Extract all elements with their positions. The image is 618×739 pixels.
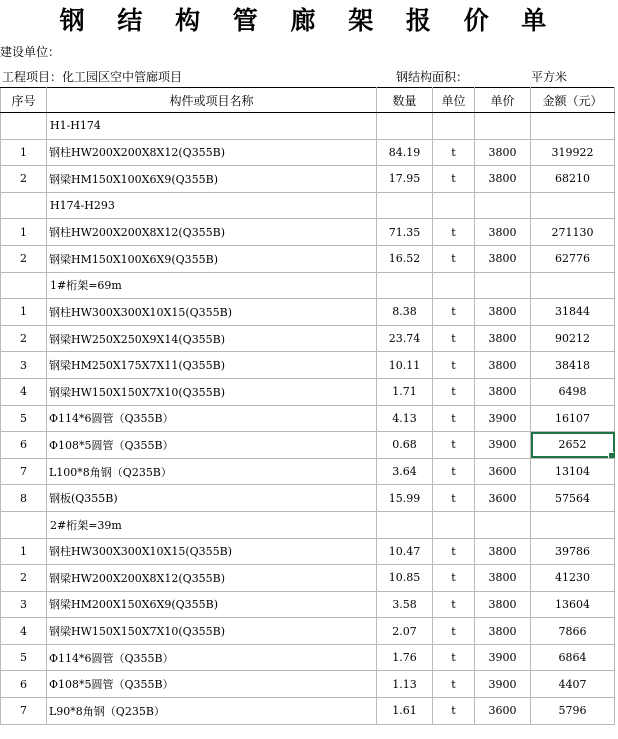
unit-cell[interactable]: t bbox=[433, 139, 475, 166]
amount-cell[interactable]: 13604 bbox=[531, 591, 615, 618]
name-cell[interactable]: Φ114*6圆管（Q355B） bbox=[47, 405, 377, 432]
no-cell[interactable]: 2 bbox=[1, 565, 47, 592]
name-cell[interactable]: 钢梁HM150X100X6X9(Q355B) bbox=[47, 245, 377, 272]
qty-cell[interactable]: 4.13 bbox=[377, 405, 433, 432]
table-row bbox=[1, 618, 615, 645]
name-cell[interactable]: Φ108*5圆管（Q355B） bbox=[47, 671, 377, 698]
name-cell[interactable]: 钢梁HW250X250X9X14(Q355B) bbox=[47, 325, 377, 352]
no-cell[interactable]: 6 bbox=[1, 671, 47, 698]
price-cell[interactable]: 3800 bbox=[475, 139, 531, 166]
unit-cell[interactable]: t bbox=[433, 245, 475, 272]
unit-cell[interactable] bbox=[433, 511, 475, 538]
section-name-cell[interactable]: 2#桁架=39m bbox=[47, 511, 377, 538]
unit-cell[interactable]: t bbox=[433, 405, 475, 432]
qty-cell[interactable] bbox=[377, 113, 433, 140]
amount-cell[interactable] bbox=[531, 511, 615, 538]
name-cell[interactable]: 钢梁HW200X200X8X12(Q355B) bbox=[47, 565, 377, 592]
quote-table bbox=[0, 87, 615, 725]
unit-cell[interactable] bbox=[433, 272, 475, 299]
qty-cell[interactable]: 0.68 bbox=[377, 432, 433, 459]
qty-cell[interactable]: 10.47 bbox=[377, 538, 433, 565]
price-cell[interactable]: 3800 bbox=[475, 219, 531, 246]
price-cell[interactable]: 3800 bbox=[475, 299, 531, 326]
name-cell[interactable]: 钢柱HW300X300X10X15(Q355B) bbox=[47, 538, 377, 565]
amount-cell[interactable]: 16107 bbox=[531, 405, 615, 432]
name-cell[interactable]: Φ108*5圆管（Q355B） bbox=[47, 432, 377, 459]
price-cell[interactable]: 3800 bbox=[475, 166, 531, 193]
section-row bbox=[1, 272, 615, 299]
table-row bbox=[1, 538, 615, 565]
price-cell[interactable] bbox=[475, 511, 531, 538]
table-row bbox=[1, 458, 615, 485]
header-unit[interactable]: 单位 bbox=[433, 88, 475, 113]
qty-cell[interactable]: 23.74 bbox=[377, 325, 433, 352]
unit-cell[interactable]: t bbox=[433, 166, 475, 193]
qty-cell[interactable]: 15.99 bbox=[377, 485, 433, 512]
no-cell[interactable]: 5 bbox=[1, 644, 47, 671]
no-cell[interactable] bbox=[1, 272, 47, 299]
qty-cell[interactable] bbox=[377, 272, 433, 299]
unit-cell[interactable] bbox=[433, 192, 475, 219]
amount-cell[interactable]: 68210 bbox=[531, 166, 615, 193]
table-row bbox=[1, 139, 615, 166]
name-cell[interactable]: 钢梁HM200X150X6X9(Q355B) bbox=[47, 591, 377, 618]
price-cell[interactable]: 3800 bbox=[475, 538, 531, 565]
price-cell[interactable]: 3800 bbox=[475, 352, 531, 379]
amount-cell[interactable] bbox=[531, 113, 615, 140]
unit-cell[interactable]: t bbox=[433, 565, 475, 592]
table-row bbox=[1, 352, 615, 379]
unit-cell[interactable]: t bbox=[433, 591, 475, 618]
table-row bbox=[1, 219, 615, 246]
unit-cell[interactable]: t bbox=[433, 644, 475, 671]
header-row bbox=[1, 88, 615, 113]
price-cell[interactable]: 3800 bbox=[475, 565, 531, 592]
no-cell[interactable]: 7 bbox=[1, 458, 47, 485]
price-cell[interactable]: 3800 bbox=[475, 591, 531, 618]
price-cell[interactable]: 3800 bbox=[475, 378, 531, 405]
qty-cell[interactable]: 84.19 bbox=[377, 139, 433, 166]
unit-cell[interactable]: t bbox=[433, 378, 475, 405]
selected-cell[interactable]: 2652 bbox=[531, 432, 615, 459]
project-label[interactable]: 工程项目：化工园区空中管廊项目 bbox=[2, 70, 183, 84]
name-cell[interactable]: Φ114*6圆管（Q355B） bbox=[47, 644, 377, 671]
amount-cell[interactable]: 7866 bbox=[531, 618, 615, 645]
unit-cell[interactable]: t bbox=[433, 325, 475, 352]
builder-line bbox=[0, 42, 618, 62]
qty-cell[interactable]: 1.76 bbox=[377, 644, 433, 671]
amount-cell[interactable]: 62776 bbox=[531, 245, 615, 272]
section-name-cell[interactable]: 1#桁架=69m bbox=[47, 272, 377, 299]
area-unit[interactable]: 平方米 bbox=[531, 70, 568, 84]
section-row bbox=[1, 113, 615, 140]
amount-cell[interactable]: 41230 bbox=[531, 565, 615, 592]
amount-cell[interactable] bbox=[531, 192, 615, 219]
unit-cell[interactable]: t bbox=[433, 538, 475, 565]
no-cell[interactable]: 6 bbox=[1, 432, 47, 459]
unit-cell[interactable]: t bbox=[433, 698, 475, 725]
qty-cell[interactable]: 1.71 bbox=[377, 378, 433, 405]
table-row bbox=[1, 565, 615, 592]
unit-cell[interactable]: t bbox=[433, 485, 475, 512]
qty-cell[interactable] bbox=[377, 511, 433, 538]
no-cell[interactable]: 5 bbox=[1, 405, 47, 432]
section-row bbox=[1, 192, 615, 219]
amount-cell[interactable]: 319922 bbox=[531, 139, 615, 166]
unit-cell[interactable]: t bbox=[433, 618, 475, 645]
price-cell[interactable]: 3900 bbox=[475, 432, 531, 459]
amount-cell[interactable]: 13104 bbox=[531, 458, 615, 485]
price-cell[interactable]: 3800 bbox=[475, 618, 531, 645]
qty-cell[interactable]: 17.95 bbox=[377, 166, 433, 193]
price-cell[interactable] bbox=[475, 113, 531, 140]
qty-cell[interactable]: 8.38 bbox=[377, 299, 433, 326]
table-row bbox=[1, 166, 615, 193]
qty-cell[interactable]: 10.85 bbox=[377, 565, 433, 592]
header-no[interactable]: 序号 bbox=[1, 88, 47, 113]
qty-cell[interactable]: 3.58 bbox=[377, 591, 433, 618]
table-row bbox=[1, 485, 615, 512]
unit-cell[interactable] bbox=[433, 113, 475, 140]
price-cell[interactable]: 3600 bbox=[475, 485, 531, 512]
unit-cell[interactable]: t bbox=[433, 432, 475, 459]
header-name[interactable]: 构件或项目名称 bbox=[47, 88, 377, 113]
qty-cell[interactable]: 71.35 bbox=[377, 219, 433, 246]
name-cell[interactable]: 钢梁HM150X100X6X9(Q355B) bbox=[47, 166, 377, 193]
sheet-title: 钢 结 构 管 廊 架 报 价 单 bbox=[59, 6, 559, 35]
unit-cell[interactable]: t bbox=[433, 671, 475, 698]
area-label[interactable]: 钢结构面积： bbox=[396, 70, 469, 84]
section-name-cell[interactable]: H174-H293 bbox=[47, 192, 377, 219]
name-cell[interactable]: 钢梁HM250X175X7X11(Q355B) bbox=[47, 352, 377, 379]
amount-cell[interactable]: 31844 bbox=[531, 299, 615, 326]
price-cell[interactable]: 3900 bbox=[475, 644, 531, 671]
qty-cell[interactable]: 10.11 bbox=[377, 352, 433, 379]
amount-cell[interactable]: 5796 bbox=[531, 698, 615, 725]
table-row bbox=[1, 432, 615, 459]
table-row bbox=[1, 591, 615, 618]
header-qty[interactable]: 数量 bbox=[377, 88, 433, 113]
price-cell[interactable] bbox=[475, 192, 531, 219]
unit-cell[interactable]: t bbox=[433, 299, 475, 326]
no-cell[interactable]: 3 bbox=[1, 591, 47, 618]
builder-label[interactable]: 建设单位： bbox=[0, 45, 61, 59]
table-row bbox=[1, 405, 615, 432]
no-cell[interactable]: 1 bbox=[1, 139, 47, 166]
no-cell[interactable] bbox=[1, 511, 47, 538]
table-row bbox=[1, 299, 615, 326]
price-cell[interactable] bbox=[475, 272, 531, 299]
price-cell[interactable]: 3900 bbox=[475, 671, 531, 698]
no-cell[interactable]: 1 bbox=[1, 538, 47, 565]
amount-cell[interactable]: 6498 bbox=[531, 378, 615, 405]
no-cell[interactable]: 8 bbox=[1, 485, 47, 512]
name-cell[interactable]: 钢柱HW200X200X8X12(Q355B) bbox=[47, 219, 377, 246]
qty-cell[interactable]: 2.07 bbox=[377, 618, 433, 645]
name-cell[interactable]: 钢柱HW200X200X8X12(Q355B) bbox=[47, 139, 377, 166]
amount-cell[interactable]: 4407 bbox=[531, 671, 615, 698]
no-cell[interactable]: 2 bbox=[1, 166, 47, 193]
name-cell[interactable]: 钢板(Q355B) bbox=[47, 485, 377, 512]
price-cell[interactable]: 3900 bbox=[475, 405, 531, 432]
price-cell[interactable]: 3800 bbox=[475, 245, 531, 272]
qty-cell[interactable]: 16.52 bbox=[377, 245, 433, 272]
project-line bbox=[0, 68, 618, 86]
price-cell[interactable]: 3600 bbox=[475, 458, 531, 485]
name-cell[interactable]: 钢柱HW300X300X10X15(Q355B) bbox=[47, 299, 377, 326]
qty-cell[interactable]: 3.64 bbox=[377, 458, 433, 485]
name-cell[interactable]: 钢梁HW150X150X7X10(Q355B) bbox=[47, 378, 377, 405]
unit-cell[interactable]: t bbox=[433, 458, 475, 485]
no-cell[interactable]: 4 bbox=[1, 378, 47, 405]
qty-cell[interactable]: 1.61 bbox=[377, 698, 433, 725]
table-row bbox=[1, 245, 615, 272]
amount-cell[interactable]: 6864 bbox=[531, 644, 615, 671]
table-row bbox=[1, 378, 615, 405]
section-row bbox=[1, 511, 615, 538]
header-price[interactable]: 单价 bbox=[475, 88, 531, 113]
table-row bbox=[1, 671, 615, 698]
price-cell[interactable]: 3600 bbox=[475, 698, 531, 725]
name-cell[interactable]: L90*8角钢（Q235B） bbox=[47, 698, 377, 725]
amount-cell[interactable]: 271130 bbox=[531, 219, 615, 246]
no-cell[interactable]: 2 bbox=[1, 245, 47, 272]
header-amount[interactable]: 金额（元） bbox=[531, 88, 615, 113]
table-row bbox=[1, 325, 615, 352]
no-cell[interactable]: 1 bbox=[1, 219, 47, 246]
amount-cell[interactable] bbox=[531, 272, 615, 299]
no-cell[interactable] bbox=[1, 192, 47, 219]
amount-cell[interactable]: 39786 bbox=[531, 538, 615, 565]
no-cell[interactable]: 2 bbox=[1, 325, 47, 352]
amount-cell[interactable]: 90212 bbox=[531, 325, 615, 352]
no-cell[interactable]: 3 bbox=[1, 352, 47, 379]
qty-cell[interactable] bbox=[377, 192, 433, 219]
section-name-cell[interactable]: H1-H174 bbox=[47, 113, 377, 140]
fill-handle[interactable] bbox=[608, 452, 615, 459]
amount-cell[interactable]: 38418 bbox=[531, 352, 615, 379]
table-row bbox=[1, 644, 615, 671]
name-cell[interactable]: 钢梁HW150X150X7X10(Q355B) bbox=[47, 618, 377, 645]
price-cell[interactable]: 3800 bbox=[475, 325, 531, 352]
qty-cell[interactable]: 1.13 bbox=[377, 671, 433, 698]
no-cell[interactable]: 4 bbox=[1, 618, 47, 645]
amount-cell[interactable]: 57564 bbox=[531, 485, 615, 512]
no-cell[interactable]: 1 bbox=[1, 299, 47, 326]
name-cell[interactable]: L100*8角钢（Q235B） bbox=[47, 458, 377, 485]
no-cell[interactable] bbox=[1, 113, 47, 140]
unit-cell[interactable]: t bbox=[433, 219, 475, 246]
table-row bbox=[1, 698, 615, 725]
no-cell[interactable]: 7 bbox=[1, 698, 47, 725]
unit-cell[interactable]: t bbox=[433, 352, 475, 379]
